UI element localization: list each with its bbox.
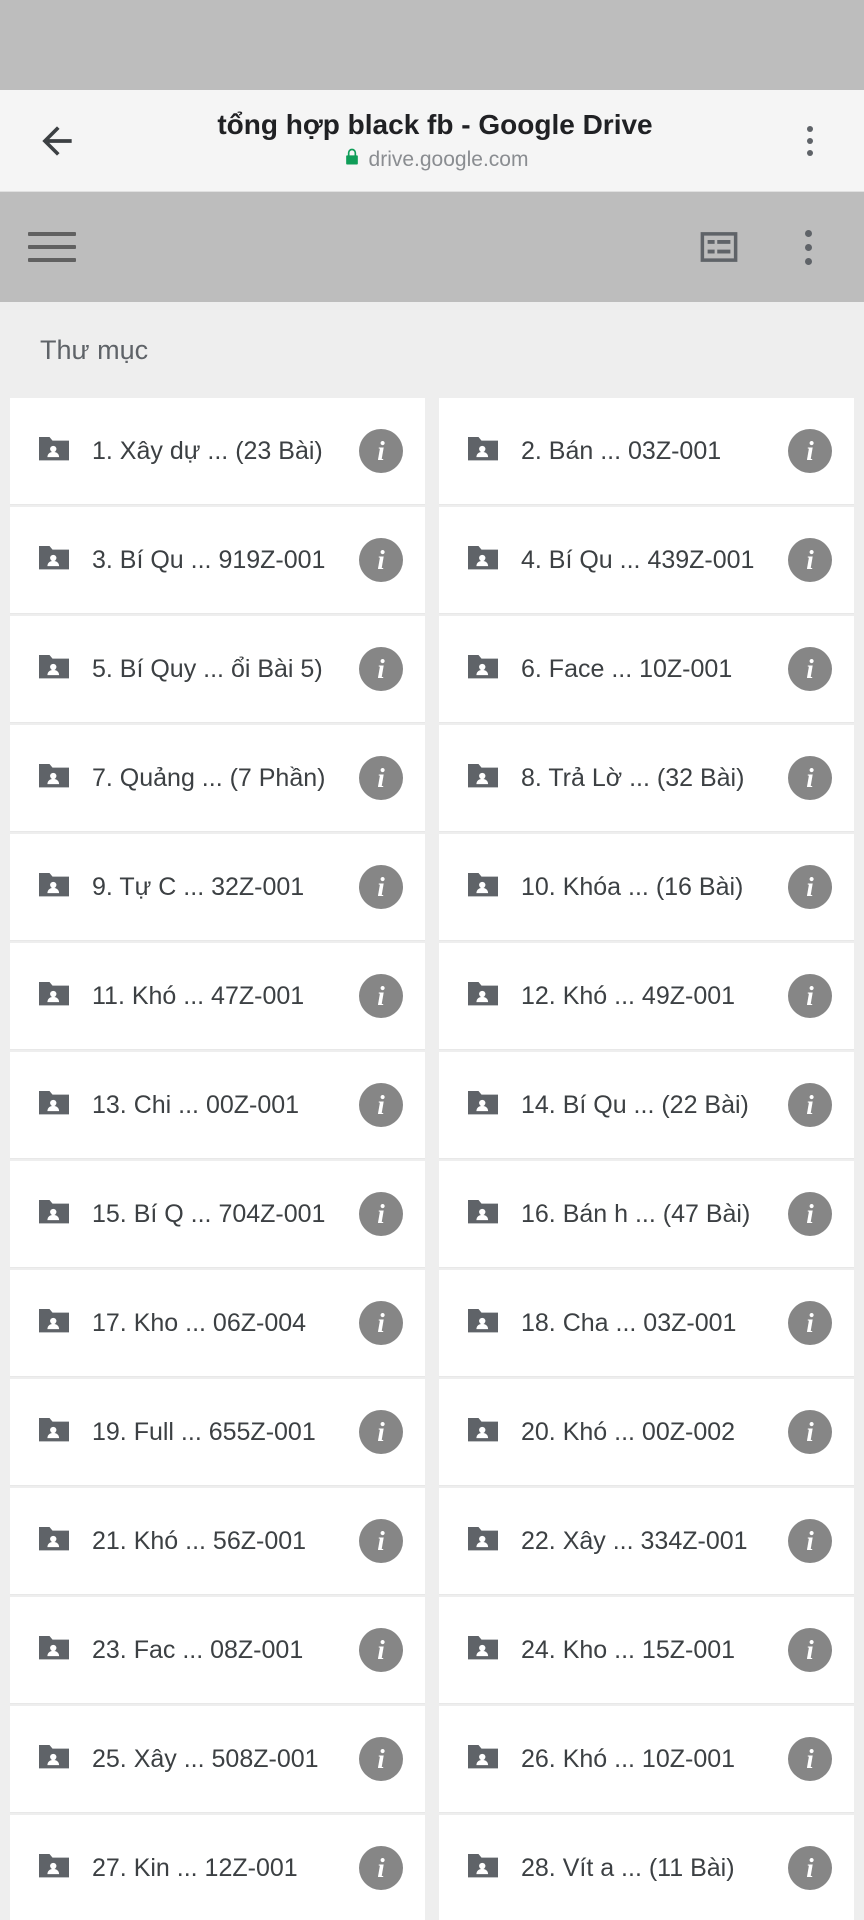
folder-name: 20. Khó ... 00Z-002 <box>521 1417 736 1446</box>
page-url: drive.google.com <box>368 147 529 171</box>
shared-folder-icon <box>36 652 72 687</box>
shared-folder-icon <box>36 543 72 578</box>
folder-info-button[interactable]: i <box>359 1192 403 1236</box>
folder-name: 22. Xây ... 334Z-001 <box>521 1526 748 1555</box>
folder-card[interactable] <box>10 943 425 1050</box>
folder-info-button[interactable]: i <box>788 1410 832 1454</box>
folder-card[interactable] <box>10 1706 425 1813</box>
folder-info-button[interactable]: i <box>788 1083 832 1127</box>
folder-card[interactable] <box>439 1706 854 1813</box>
folder-info-button[interactable]: i <box>788 1846 832 1890</box>
folder-name: 5. Bí Quy ... ổi Bài 5) <box>92 654 323 683</box>
shared-folder-icon <box>36 870 72 905</box>
shared-folder-icon <box>36 1742 72 1777</box>
page-title-block <box>88 108 782 173</box>
shared-folder-icon <box>36 761 72 796</box>
folder-name: 13. Chi ... 00Z-001 <box>92 1090 300 1119</box>
folder-card[interactable] <box>439 1488 854 1595</box>
shared-folder-icon <box>36 1088 72 1123</box>
shared-folder-icon <box>36 1197 72 1232</box>
folder-info-button[interactable]: i <box>359 1628 403 1672</box>
shared-folder-icon <box>36 434 72 469</box>
back-arrow-icon[interactable] <box>26 110 88 172</box>
folder-grid <box>0 398 864 1920</box>
folder-info-button[interactable]: i <box>788 756 832 800</box>
shared-folder-icon <box>36 1524 72 1559</box>
folder-info-button[interactable]: i <box>788 865 832 909</box>
folder-name: 1. Xây dự ... (23 Bài) <box>92 436 323 465</box>
folder-info-button[interactable]: i <box>788 1628 832 1672</box>
drive-app-toolbar <box>0 192 864 302</box>
folder-name: 15. Bí Q ... 704Z-001 <box>92 1199 326 1228</box>
shared-folder-icon <box>465 1524 501 1559</box>
folder-name: 7. Quảng ... (7 Phần) <box>92 763 326 792</box>
shared-folder-icon <box>465 761 501 796</box>
shared-folder-icon <box>465 1851 501 1886</box>
folder-card[interactable] <box>10 616 425 723</box>
folder-card[interactable] <box>10 1270 425 1377</box>
page-title: tổng hợp black fb - Google Drive <box>217 109 653 141</box>
folder-name: 16. Bán h ... (47 Bài) <box>521 1199 751 1228</box>
folder-card[interactable] <box>439 1815 854 1920</box>
folder-info-button[interactable]: i <box>359 865 403 909</box>
folder-card[interactable] <box>10 725 425 832</box>
browser-chrome-bar <box>0 90 864 192</box>
folder-card[interactable] <box>439 507 854 614</box>
folder-name: 24. Kho ... 15Z-001 <box>521 1635 736 1664</box>
folder-name: 10. Khóa ... (16 Bài) <box>521 872 744 901</box>
shared-folder-icon <box>465 434 501 469</box>
folder-card[interactable] <box>439 1270 854 1377</box>
folder-card[interactable] <box>439 1161 854 1268</box>
folder-card[interactable] <box>439 616 854 723</box>
folder-info-button[interactable]: i <box>359 1410 403 1454</box>
folder-list-content <box>0 302 864 1920</box>
browser-overflow-menu-icon[interactable] <box>782 110 838 172</box>
shared-folder-icon <box>36 1415 72 1450</box>
folder-info-button[interactable]: i <box>788 974 832 1018</box>
shared-folder-icon <box>465 652 501 687</box>
shared-folder-icon <box>465 1306 501 1341</box>
folder-card[interactable] <box>10 1488 425 1595</box>
folder-info-button[interactable]: i <box>359 429 403 473</box>
folder-name: 2. Bán ... 03Z-001 <box>521 436 722 465</box>
folder-info-button[interactable]: i <box>788 1737 832 1781</box>
folder-name: 25. Xây ... 508Z-001 <box>92 1744 319 1773</box>
folder-name: 21. Khó ... 56Z-001 <box>92 1526 307 1555</box>
shared-folder-icon <box>465 1197 501 1232</box>
folder-info-button[interactable]: i <box>788 429 832 473</box>
folder-info-button[interactable]: i <box>359 1301 403 1345</box>
shared-folder-icon <box>465 1088 501 1123</box>
folder-card[interactable] <box>10 1052 425 1159</box>
folder-name: 26. Khó ... 10Z-001 <box>521 1744 736 1773</box>
folder-info-button[interactable]: i <box>788 1301 832 1345</box>
folder-info-button[interactable]: i <box>359 756 403 800</box>
folder-info-button[interactable]: i <box>359 538 403 582</box>
folder-info-button[interactable]: i <box>359 1737 403 1781</box>
folder-name: 19. Full ... 655Z-001 <box>92 1417 316 1446</box>
folder-name: 14. Bí Qu ... (22 Bài) <box>521 1090 749 1119</box>
section-title: Thư mục <box>40 334 149 365</box>
folder-name: 18. Cha ... 03Z-001 <box>521 1308 737 1337</box>
folder-card[interactable] <box>439 1379 854 1486</box>
lock-icon <box>342 146 362 173</box>
folder-card[interactable] <box>10 398 425 505</box>
folder-name: 23. Fac ... 08Z-001 <box>92 1635 304 1664</box>
folder-card[interactable] <box>10 834 425 941</box>
shared-folder-icon <box>465 1742 501 1777</box>
list-view-icon[interactable] <box>684 212 754 282</box>
folder-name: 3. Bí Qu ... 919Z-001 <box>92 545 326 574</box>
folder-card[interactable] <box>439 943 854 1050</box>
folder-info-button[interactable]: i <box>359 1846 403 1890</box>
folder-info-button[interactable]: i <box>788 1519 832 1563</box>
folder-card[interactable] <box>10 1815 425 1920</box>
folder-card[interactable] <box>439 1052 854 1159</box>
folder-name: 17. Kho ... 06Z-004 <box>92 1308 307 1337</box>
shared-folder-icon <box>465 1415 501 1450</box>
folder-info-button[interactable]: i <box>788 1192 832 1236</box>
folder-info-button[interactable]: i <box>359 974 403 1018</box>
folder-card[interactable] <box>10 1161 425 1268</box>
shared-folder-icon <box>36 1633 72 1668</box>
status-bar-strip <box>0 0 864 90</box>
drive-overflow-menu-icon[interactable] <box>780 212 836 282</box>
shared-folder-icon <box>36 979 72 1014</box>
folder-name: 4. Bí Qu ... 439Z-001 <box>521 545 755 574</box>
folder-name: 9. Tự C ... 32Z-001 <box>92 872 305 901</box>
shared-folder-icon <box>465 870 501 905</box>
shared-folder-icon <box>465 979 501 1014</box>
shared-folder-icon <box>465 543 501 578</box>
folder-card[interactable] <box>10 507 425 614</box>
folder-card[interactable] <box>439 398 854 505</box>
url-row[interactable] <box>342 146 529 173</box>
folder-card[interactable] <box>439 725 854 832</box>
hamburger-menu-icon[interactable] <box>28 219 84 275</box>
folder-info-button[interactable]: i <box>359 647 403 691</box>
shared-folder-icon <box>36 1306 72 1341</box>
shared-folder-icon <box>465 1633 501 1668</box>
folder-name: 12. Khó ... 49Z-001 <box>521 981 736 1010</box>
shared-folder-icon <box>36 1851 72 1886</box>
folder-card[interactable] <box>439 834 854 941</box>
folder-card[interactable] <box>10 1379 425 1486</box>
folder-name: 11. Khó ... 47Z-001 <box>92 981 305 1010</box>
folder-name: 27. Kin ... 12Z-001 <box>92 1853 298 1882</box>
folder-info-button[interactable]: i <box>788 647 832 691</box>
folder-card[interactable] <box>439 1597 854 1704</box>
folder-info-button[interactable]: i <box>788 538 832 582</box>
folder-name: 28. Vít a ... (11 Bài) <box>521 1853 735 1882</box>
folder-name: 6. Face ... 10Z-001 <box>521 654 733 683</box>
section-header <box>0 302 864 398</box>
folder-info-button[interactable]: i <box>359 1083 403 1127</box>
folder-info-button[interactable]: i <box>359 1519 403 1563</box>
folder-card[interactable] <box>10 1597 425 1704</box>
folder-name: 8. Trả Lờ ... (32 Bài) <box>521 763 745 792</box>
